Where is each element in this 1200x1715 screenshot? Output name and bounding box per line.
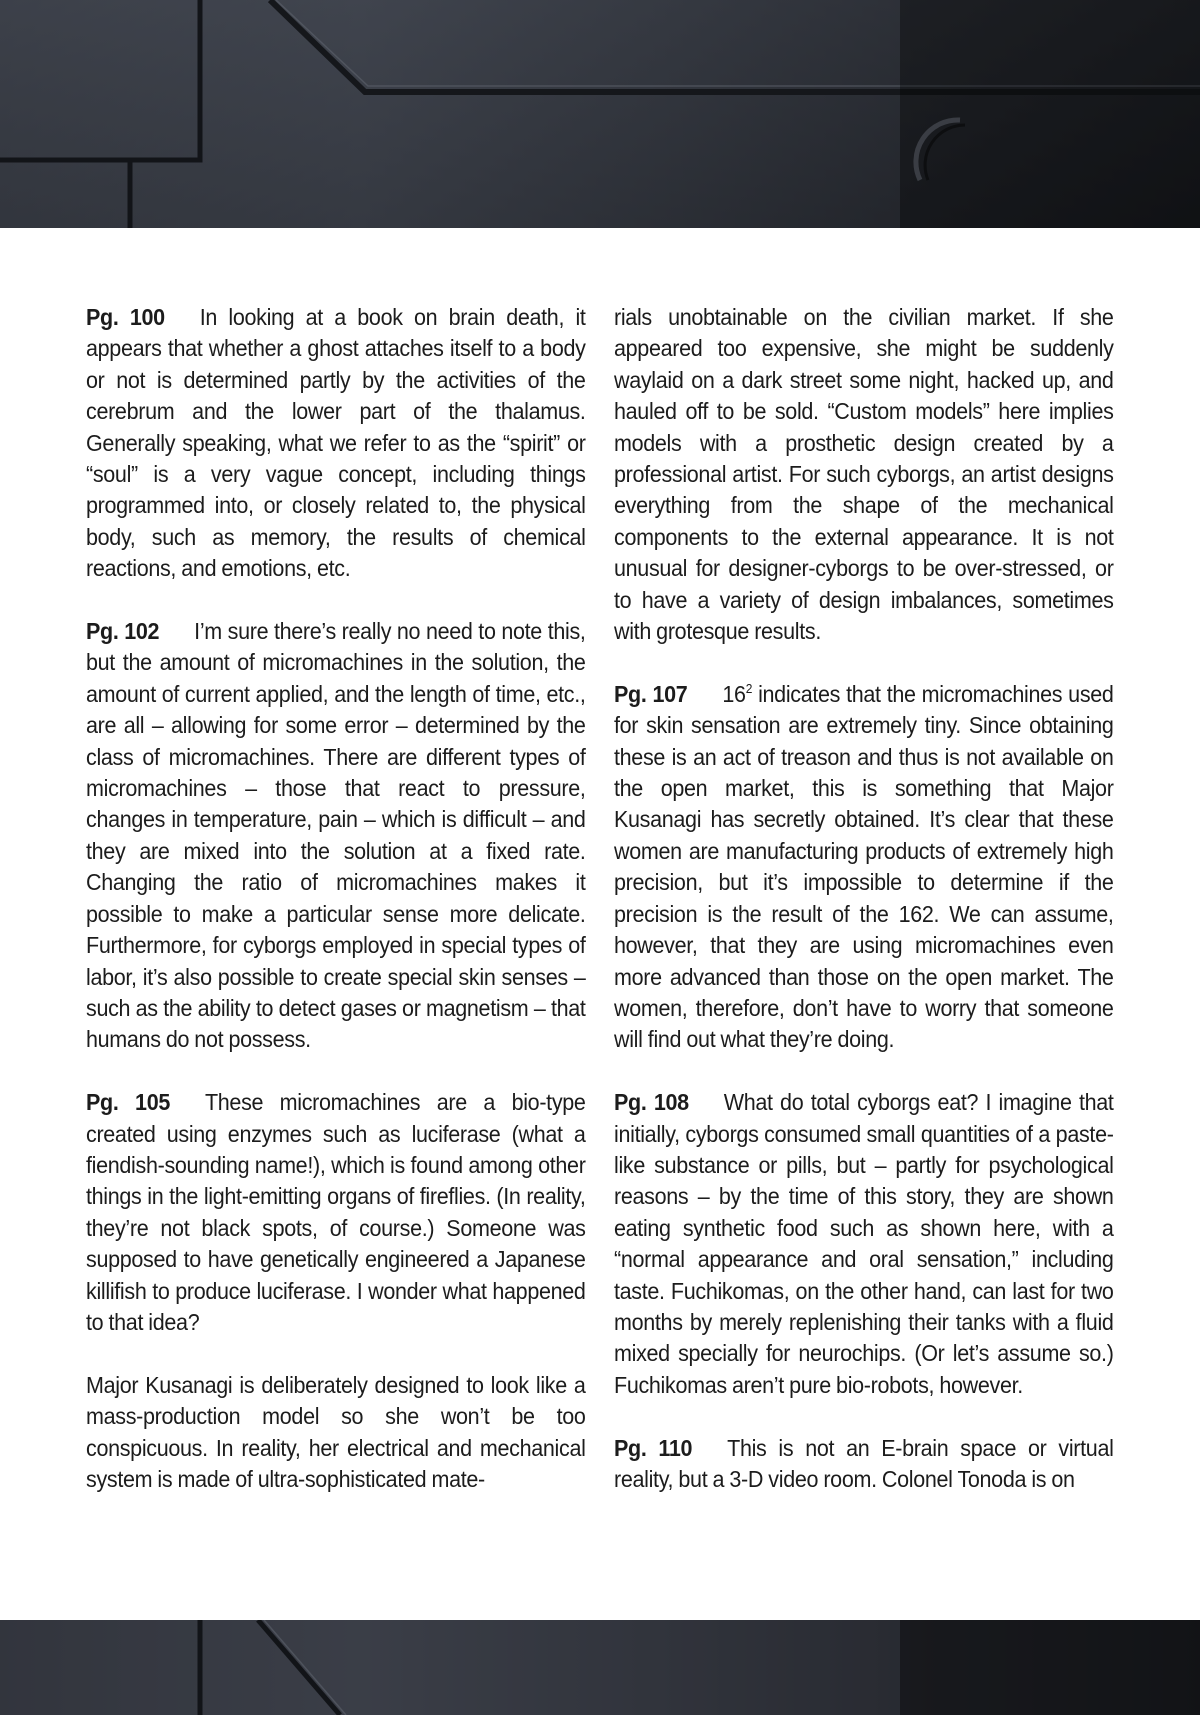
footer-decorative-band [0,1620,1200,1715]
note-paragraph [614,679,1114,1056]
left-text-column [86,302,586,1495]
page-reference: Pg. 102 [86,618,160,645]
page-reference: Pg. 100 [86,304,165,330]
note-text: What do total cyborgs eat? I imagine that initially, cyborgs consumed small quantities of a paste-like substance or pills, but – partly for psychological reasons – by the time of this story, they are shown eating synthetic food such as shown here, with a “normal appearance and oral sensation,” including taste. Fuchikomas, on the other hand, can last for two months by merely replenishing their tanks with a fluid mixed specially for neurochips. (Or let’s assume so.) Fuchikomas aren’t pure bio-robots, however. [614,1089,1114,1398]
page-reference: Pg. 107 [614,680,688,707]
note-text: Major Kusanagi is deliberately designed to look like a mass-production model so she won’t be too conspicuous. In reality, her electrical and mechanical system is made of ultra-sophisticated mate- [86,1371,586,1492]
footer-panel-lines [0,1620,1200,1715]
page-reference: Pg. 108 [614,1089,689,1116]
note-text: This is not an E-brain space or virtual reality, but a 3-D video room. Colonel Tonoda is on [614,1434,1114,1492]
note-paragraph [86,616,586,1056]
page-reference: Pg. 105 [86,1089,170,1116]
note-paragraph [614,302,1114,647]
note-text: indicates that the micromachines used for skin sensation are extremely tiny. Since obtaining these is an act of treason and thus is not available on the open market, this is something that Major Kusanagi has secretly obtained. It’s clear that these women are manufacturing products of extremely high precision, but it’s impossible to determine if the precision is the result of the 162. We can assume, however, that they are using micromachines even more advanced than those on the open market. The women, therefore, don’t have to worry that someone will find out what they’re doing. [614,680,1114,1053]
note-text: In looking at a book on brain death, it appears that whether a ghost attaches itself to a body or not is determined partly by the activities of the cerebrum and the lower part of the thalamus. Generally speaking, what we refer to as the “spirit” or “soul” is a very vague concept, including things programmed into, or closely related to, the physical body, such as memory, the results of chemical reactions, and emotions, etc. [86,304,586,582]
note-paragraph [86,1087,586,1338]
note-text: I’m sure there’s really no need to note this, but the amount of micromachines in the solution, the amount of current applied, and the length of time, etc., are all – allowing for some error – determined by the class of micromachines. There are different types of micromachines – those that react to pressure, changes in temperature, pain – which is difficult – and they are mixed into the solution at a fixed rate. Changing the ratio of micromachines makes it possible to make a particular sense more delicate. Furthermore, for cyborgs employed in special types of labor, it’s also possible to create special skin senses – such as the ability to detect gases or magnetism – that humans do not possess. [86,618,586,1053]
exponent: 2 [745,681,753,697]
note-text: rials unobtainable on the civilian market. If she appeared too expensive, she might be suddenly waylaid on a dark street some night, hacked up, and hauled off to be sold. “Custom models” here implies models with a prosthetic design created by a professional artist. For such cyborgs, an artist designs everything from the shape of the mechanical components to the external appearance. It is not unusual for designer-cyborgs to be over-stressed, or to have a variety of design imbalances, sometimes with grotesque results. [614,304,1114,645]
page-reference: Pg. 110 [614,1434,693,1461]
note-paragraph [614,1087,1114,1401]
right-text-column [614,302,1114,1495]
note-paragraph [86,302,586,585]
header-panel-lines [0,0,1200,228]
note-paragraph [614,1433,1114,1496]
note-text: These micromachines are a bio-type created using enzymes such as luciferase (what a fiendish-sounding name!), which is found among other things in the light-emitting organs of fireflies. (In reality, they’re not black spots, of course.) Someone was supposed to have genetically engineered a Japanese killifish to produce luciferase. I wonder what happened to that idea? [86,1089,586,1335]
note-paragraph [86,1370,586,1496]
header-decorative-band [0,0,1200,228]
number-value: 16 [722,680,746,707]
